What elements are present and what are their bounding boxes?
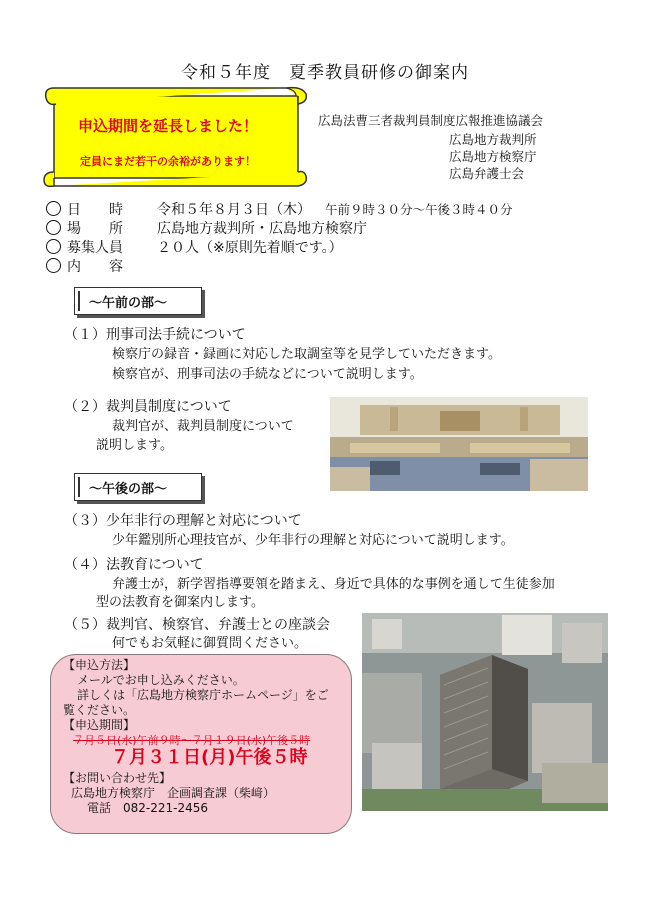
contact-phone: 電話 082-221-2456 [87,801,209,815]
scroll-banner-icon [40,84,312,190]
page-title: 令和５年度 夏季教員研修の御案内 [181,63,469,83]
courtroom-photo [330,397,588,491]
item4-title: （４）法教育について [64,557,204,573]
item4-line1: 弁護士が，新学習指導要領を踏まえ、身近で具体的な事例を通して生徒参加 [112,577,555,592]
method-header: 【申込方法】 [63,658,136,672]
circle-bullet-icon [46,201,61,216]
method-line2: 詳しくは「広島地方検察庁ホームページ」をご [77,688,329,702]
circle-bullet-icon [46,239,61,254]
info-place: 場 所 広島地方裁判所・広島地方検察庁 [46,220,367,238]
circle-bullet-icon [46,258,61,273]
application-info-box [50,654,352,834]
afternoon-tab: ～午後の部～ [74,473,202,501]
info-date: 日 時 令和５年８月３日（木） 午前９時３０分～午後３時４０分 [46,201,513,219]
method-line1: メールでお申し込みください。 [77,673,245,687]
item4-line2: 型の法教育を御案内します。 [96,595,264,610]
organizer-council: 広島法曹三者裁判員制度広報推進協議会 [318,113,544,128]
method-line3: 覧ください。 [63,703,136,717]
info-time: 午前９時３０分～午後３時４０分 [325,202,513,217]
contact-header: 【お問い合わせ先】 [63,771,172,785]
organizer-prosecutors: 広島地方検察庁 [449,149,537,164]
period-header: 【申込期間】 [63,718,136,732]
item2-title: （２）裁判員制度について [64,399,232,415]
new-deadline: ７月３１日(月)午後５時 [111,747,308,768]
item1-title: （１）刑事司法手続について [64,327,246,343]
old-period: ７月５日(水)午前９時～７月１９日(水)午後５時 [73,734,311,747]
banner-subline: 定員にまだ若干の余裕があります！ [80,155,256,168]
banner-headline: 申込期間を延長しました！ [77,117,258,135]
item3-line1: 少年鑑別所心理技官が、少年非行の理解と対応について説明します。 [112,533,514,548]
item2-line1: 裁判官が、裁判員制度について [112,419,294,434]
circle-bullet-icon [46,220,61,235]
organizer-bar: 広島弁護士会 [449,166,525,181]
contact-office: 広島地方検察庁 企画調査課（柴﨑） [71,786,276,800]
item2-line2: 説明します。 [96,438,173,453]
item1-line1: 検察庁の録音・録画に対応した取調室等を見学していただきます。 [112,347,501,362]
info-capacity: 募集人員 ２０人（※原則先着順です。） [46,239,343,257]
morning-tab: ～午前の部～ [74,287,202,315]
organizer-court: 広島地方裁判所 [449,132,537,147]
item3-title: （３）少年非行の理解と対応について [64,513,302,529]
item1-line2: 検察官が、刑事司法の手続などについて説明します。 [112,367,423,382]
item5-line1: 何でもお気軽に御質問ください。 [112,636,308,651]
item5-title: （５）裁判官、検察官、弁護士との座談会 [64,617,330,633]
building-aerial-photo [362,613,608,811]
info-content: 内 容 [46,258,157,276]
